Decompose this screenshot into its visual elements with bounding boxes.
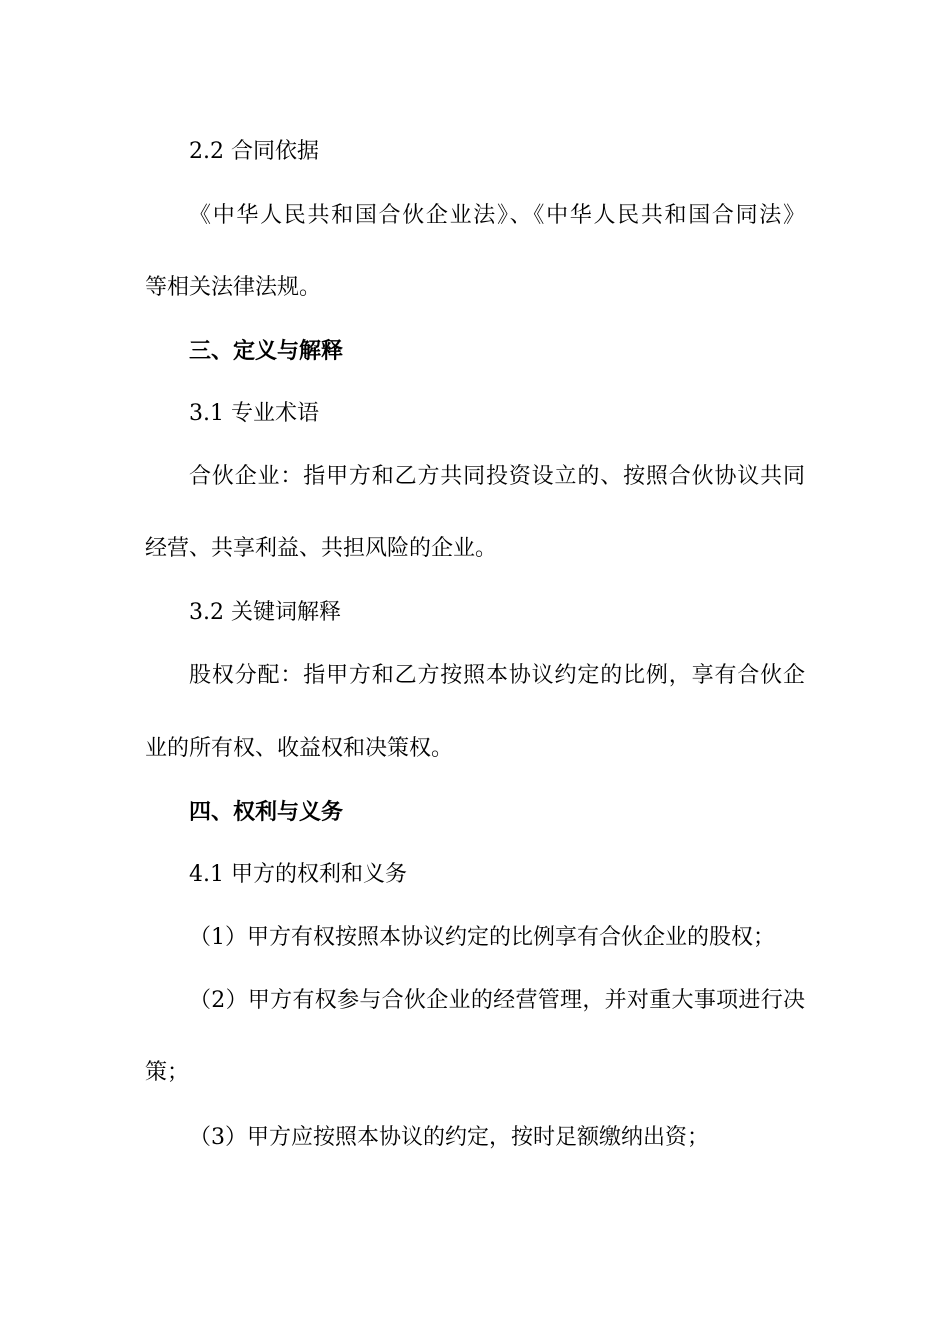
list-item: （3）甲方应按照本协议的约定，按时足额缴纳出资； [189, 1125, 709, 1150]
subsection-heading-2-2: 2.2 合同依据 [189, 139, 319, 164]
subsection-heading-4-1: 4.1 甲方的权利和义务 [189, 862, 407, 887]
subsection-heading-3-2: 3.2 关键词解释 [189, 600, 341, 625]
section-heading-3: 三、定义与解释 [189, 339, 344, 364]
list-item: （2）甲方有权参与合伙企业的经营管理，并对重大事项进行决 [189, 988, 805, 1013]
list-item-continuation: 策； [145, 1060, 190, 1085]
paragraph-line: 经营、共享利益、共担风险的企业。 [145, 536, 498, 561]
subsection-heading-3-1: 3.1 专业术语 [189, 401, 319, 426]
paragraph-line: 业的所有权、收益权和决策权。 [145, 736, 454, 761]
section-heading-4: 四、权利与义务 [189, 800, 344, 825]
paragraph-line: 合伙企业：指甲方和乙方共同投资设立的、按照合伙协议共同 [189, 464, 805, 489]
paragraph-line: 等相关法律法规。 [145, 275, 322, 300]
list-item: （1）甲方有权按照本协议约定的比例享有合伙企业的股权； [189, 925, 775, 950]
paragraph-line: 股权分配：指甲方和乙方按照本协议约定的比例，享有合伙企 [189, 663, 805, 688]
paragraph-line: 《中华人民共和国合伙企业法》、《中华人民共和国合同法》 [189, 203, 805, 228]
